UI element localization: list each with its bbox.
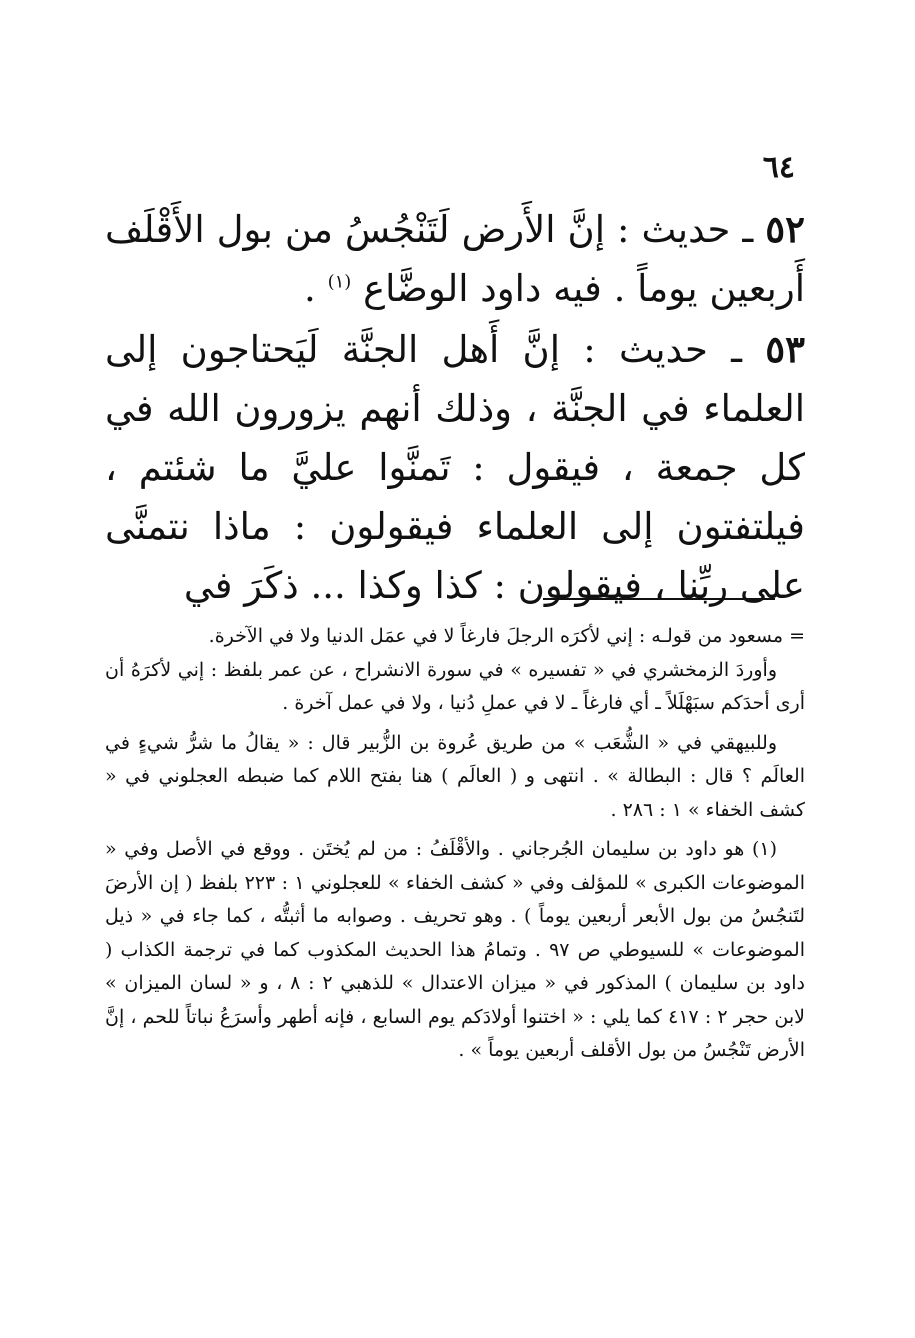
hadith-text: ـ حديث : إنَّ أَهل الجنَّة لَيَحتاجون إلى العلماء في الجنَّة ، وذلك أنهم يزورون الله في كل جمعة ، فيقول : تَمنَّوا عليَّ ما شئتم ، فيلتفتون إلى العلماء فيقولون : ماذا نتمنَّى على ربِّنا ، فيقولون : كذا وكذا ... ذكَرَ في [105,328,805,607]
footnote-divider [543,598,775,600]
footnote-1: (١) هو داود بن سليمان الجُرجاني . والأقْلَفُ : من لم يُختَن . ووقع في الأصل وفي « الموضوعات الكبرى » للمؤلف وفي « كشف الخفاء » للعجلوني ١ : ٢٢٣ بلفظ ( إن الأرضَ لتَنجُسُ من بول الأبعر أربعين يوماً ) . وهو تحريف . وصوابه ما أثبتُّه ، كما جاء في « ذيل الموضوعات » للسيوطي ص ٩٧ . وتمامُ هذا الحديث المكذوب كما في ترجمة الكذاب ( داود بن سليمان ) المذكور في « ميزان الاعتدال » للذهبي ٢ : ٨ ، و « لسان الميزان » لابن حجر ٢ : ٤١٧ كما يلي : « اختنوا أولادَكم يوم السابع ، فإنه أطهر وأسرَعُ نباتاً للحم ، إنَّ الأرض تَنْجُسُ من بول الأقلف أربعين يوماً » . [105,838,805,1061]
hadith-52 [105,200,805,318]
footnote-continued-paragraph: وللبيهقي في « الشُّعَب » من طريق عُروة بن الزُّبير قال : « يقالُ ما شرُّ شيءٍ في العالَم ؟ قال : البطالة » . انتهى و ( العالَم ) هنا بفتح اللام كما ضبطه العجلوني في « كشف الخفاء » ١ : ٢٨٦ . [105,731,805,821]
footnote-continued-paragraph: = مسعود من قولـه : إني لأكرَه الرجلَ فارغاً لا في عمَل الدنيا ولا في الآخرة. [208,625,805,647]
hadith-number: ٥٢ [765,207,806,251]
footnotes [105,620,805,1068]
hadith-text: ـ حديث : إنَّ الأَرض لَتَنْجُسُ من بول الأَقْلَف أَربعين يوماً . فيه داود الوضَّاع [105,208,805,310]
hadith-53 [105,320,805,615]
page-number: ٦٤ [762,150,795,185]
footnote-reference: (١) [327,271,352,293]
footnote-continued-paragraph: وأوردَ الزمخشري في « تفسيره » في سورة الانشراح ، عن عمر بلفظ : إني لأكرَهُ أن أرى أحدَكم سبَهْلَلاً ـ أي فارغاً ـ لا في عملِ دُنيا ، ولا في عمل آخرة . [105,658,805,714]
hadith-number: ٥٣ [765,327,805,371]
main-text [105,200,805,615]
hadith-end: . [304,267,328,310]
